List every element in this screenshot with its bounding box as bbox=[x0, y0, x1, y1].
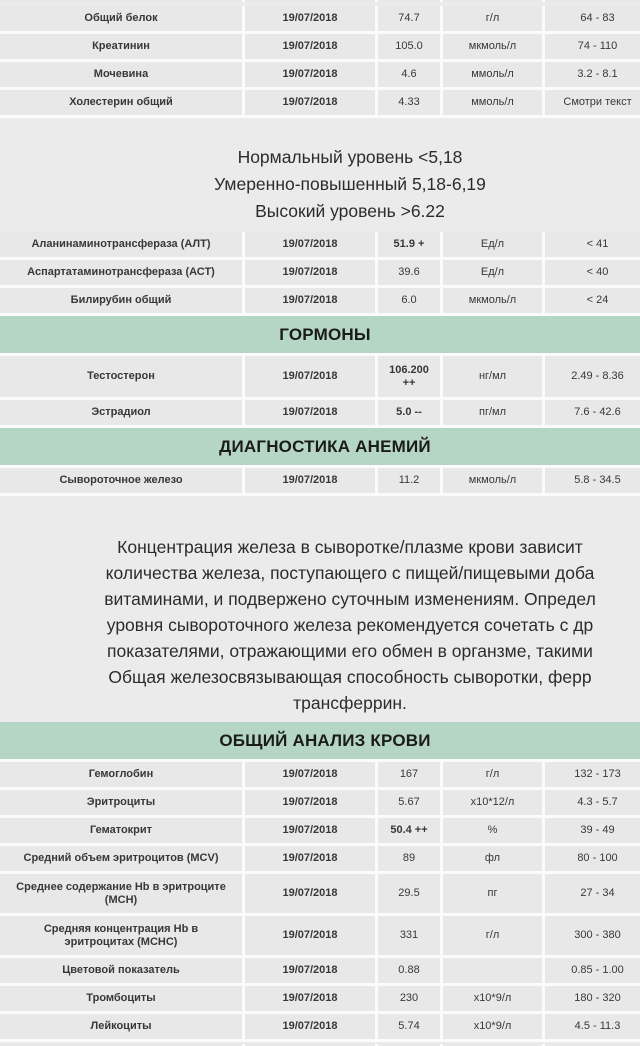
test-unit: г/л bbox=[443, 6, 545, 34]
test-date: 19/07/2018 bbox=[245, 916, 378, 958]
test-range: 39 - 49 bbox=[545, 818, 640, 846]
test-name: Мочевина bbox=[0, 62, 245, 90]
table-row bbox=[0, 90, 640, 118]
test-date: 19/07/2018 bbox=[245, 288, 378, 316]
test-unit: х10*9/л bbox=[443, 986, 545, 1014]
test-unit: нг/мл bbox=[443, 356, 545, 400]
test-value: 5.74 bbox=[378, 1014, 443, 1042]
test-range: 132 - 173 bbox=[545, 762, 640, 790]
test-name: Лейкоциты bbox=[0, 1014, 245, 1042]
test-name: Средний объем эритроцитов (MCV) bbox=[0, 846, 245, 874]
test-date: 19/07/2018 bbox=[245, 958, 378, 986]
test-value: 51.9 + bbox=[378, 232, 443, 260]
section-title: ДИАГНОСТИКА АНЕМИЙ bbox=[219, 436, 431, 456]
test-unit: мкмоль/л bbox=[443, 34, 545, 62]
test-date: 19/07/2018 bbox=[245, 986, 378, 1014]
test-range: Смотри текст bbox=[545, 90, 640, 118]
test-name: Гематокрит bbox=[0, 818, 245, 846]
test-date: 19/07/2018 bbox=[245, 762, 378, 790]
table-row bbox=[0, 958, 640, 986]
test-range: < 40 bbox=[545, 260, 640, 288]
test-unit: фл bbox=[443, 846, 545, 874]
test-value: 4.6 bbox=[378, 62, 443, 90]
table-row bbox=[0, 260, 640, 288]
iron-note bbox=[0, 534, 640, 716]
table-row bbox=[0, 468, 640, 496]
test-unit: пг/мл bbox=[443, 400, 545, 428]
table-row bbox=[0, 762, 640, 790]
test-value: 29.5 bbox=[378, 874, 443, 916]
test-name: Гемоглобин bbox=[0, 762, 245, 790]
test-range: 180 - 320 bbox=[545, 986, 640, 1014]
test-unit: ммоль/л bbox=[443, 62, 545, 90]
iron-note-line: Концентрация железа в сыворотке/плазме крови зависит bbox=[117, 537, 583, 557]
test-value: 4.33 bbox=[378, 90, 443, 118]
biochemistry-table bbox=[0, 6, 640, 118]
test-name: Билирубин общий bbox=[0, 288, 245, 316]
test-unit: мкмоль/л bbox=[443, 468, 545, 496]
test-name: Холестерин общий bbox=[0, 90, 245, 118]
section-header-hormones bbox=[0, 316, 640, 356]
test-unit: мкмоль/л bbox=[443, 288, 545, 316]
anemia-table bbox=[0, 468, 640, 496]
test-unit: г/л bbox=[443, 916, 545, 958]
test-name: Средняя концентрация Hb в эритроцитах (MCHC) bbox=[0, 916, 245, 958]
test-unit: Ед/л bbox=[443, 232, 545, 260]
test-date: 19/07/2018 bbox=[245, 6, 378, 34]
cholesterol-note bbox=[0, 144, 640, 225]
table-row bbox=[0, 916, 640, 958]
test-value: 89 bbox=[378, 846, 443, 874]
cholesterol-note-line: Умеренно-повышенный 5,18-6,19 bbox=[214, 174, 486, 194]
test-date: 19/07/2018 bbox=[245, 260, 378, 288]
section-title: ГОРМОНЫ bbox=[279, 324, 371, 344]
test-value: 5.67 bbox=[378, 790, 443, 818]
test-unit: % bbox=[443, 818, 545, 846]
test-name: Тестостерон bbox=[0, 356, 245, 400]
liver-table bbox=[0, 232, 640, 316]
test-unit: х10*9/л bbox=[443, 1014, 545, 1042]
test-date: 19/07/2018 bbox=[245, 62, 378, 90]
cholesterol-note-line: Нормальный уровень <5,18 bbox=[237, 147, 463, 167]
table-row bbox=[0, 356, 640, 400]
test-range: < 41 bbox=[545, 232, 640, 260]
test-date: 19/07/2018 bbox=[245, 874, 378, 916]
test-value: 39.6 bbox=[378, 260, 443, 288]
test-value: 11.2 bbox=[378, 468, 443, 496]
partial-row-top bbox=[0, 0, 640, 2]
test-range: 27 - 34 bbox=[545, 874, 640, 916]
test-range: 4.5 - 11.3 bbox=[545, 1014, 640, 1042]
table-row bbox=[0, 34, 640, 62]
section-header-cbc bbox=[0, 722, 640, 762]
test-unit: пг bbox=[443, 874, 545, 916]
table-row bbox=[0, 62, 640, 90]
test-value: 0.88 bbox=[378, 958, 443, 986]
test-range: 5.8 - 34.5 bbox=[545, 468, 640, 496]
test-range: 3.2 - 8.1 bbox=[545, 62, 640, 90]
test-date: 19/07/2018 bbox=[245, 34, 378, 62]
section-title: ОБЩИЙ АНАЛИЗ КРОВИ bbox=[219, 730, 431, 750]
test-name: Тромбоциты bbox=[0, 986, 245, 1014]
cbc-table bbox=[0, 762, 640, 1042]
test-range: 0.85 - 1.00 bbox=[545, 958, 640, 986]
test-name: Эстрадиол bbox=[0, 400, 245, 428]
test-value: 230 bbox=[378, 986, 443, 1014]
test-range: 300 - 380 bbox=[545, 916, 640, 958]
iron-note-line: уровня сывороточного железа рекомендуется сочетать с др bbox=[106, 615, 594, 635]
test-name: Цветовой показатель bbox=[0, 958, 245, 986]
table-row bbox=[0, 6, 640, 34]
table-row bbox=[0, 874, 640, 916]
test-date: 19/07/2018 bbox=[245, 846, 378, 874]
test-value: 5.0 -- bbox=[378, 400, 443, 428]
table-row bbox=[0, 986, 640, 1014]
table-row bbox=[0, 790, 640, 818]
test-value: 6.0 bbox=[378, 288, 443, 316]
test-name: Сывороточное железо bbox=[0, 468, 245, 496]
hormones-table bbox=[0, 356, 640, 428]
table-row bbox=[0, 1014, 640, 1042]
test-name: Аланинаминотрансфераза (АЛТ) bbox=[0, 232, 245, 260]
test-range: 64 - 83 bbox=[545, 6, 640, 34]
cholesterol-note-line: Высокий уровень >6.22 bbox=[255, 201, 445, 221]
test-date: 19/07/2018 bbox=[245, 232, 378, 260]
table-row bbox=[0, 818, 640, 846]
test-range: 80 - 100 bbox=[545, 846, 640, 874]
test-value: 50.4 ++ bbox=[378, 818, 443, 846]
iron-note-line: количества железа, поступающего с пищей/пищевыми доба bbox=[105, 563, 595, 583]
test-range: 7.6 - 42.6 bbox=[545, 400, 640, 428]
test-date: 19/07/2018 bbox=[245, 356, 378, 400]
table-row bbox=[0, 232, 640, 260]
test-name: Аспартатаминотрансфераза (АСТ) bbox=[0, 260, 245, 288]
test-date: 19/07/2018 bbox=[245, 1014, 378, 1042]
test-unit bbox=[443, 958, 545, 986]
test-range: 74 - 110 bbox=[545, 34, 640, 62]
test-unit: ммоль/л bbox=[443, 90, 545, 118]
test-name: Эритроциты bbox=[0, 790, 245, 818]
test-date: 19/07/2018 bbox=[245, 468, 378, 496]
test-range: < 24 bbox=[545, 288, 640, 316]
iron-note-line: витаминами, и подвержено суточным изменениям. Определ bbox=[104, 589, 596, 609]
test-range: 4.3 - 5.7 bbox=[545, 790, 640, 818]
test-date: 19/07/2018 bbox=[245, 790, 378, 818]
table-row bbox=[0, 846, 640, 874]
test-name: Креатинин bbox=[0, 34, 245, 62]
iron-note-line: показателями, отражающими его обмен в органзме, такими bbox=[107, 641, 593, 661]
test-unit: г/л bbox=[443, 762, 545, 790]
test-date: 19/07/2018 bbox=[245, 818, 378, 846]
test-value: 167 bbox=[378, 762, 443, 790]
test-range: 2.49 - 8.36 bbox=[545, 356, 640, 400]
iron-note-line: Общая железосвязывающая способность сыворотки, ферр bbox=[108, 667, 592, 687]
test-value: 106.200 ++ bbox=[378, 356, 443, 400]
test-date: 19/07/2018 bbox=[245, 90, 378, 118]
test-value: 331 bbox=[378, 916, 443, 958]
test-name: Среднее содержание Hb в эритроците (MCH) bbox=[0, 874, 245, 916]
iron-note-line: трансферрин. bbox=[293, 693, 407, 713]
test-value: 74.7 bbox=[378, 6, 443, 34]
section-header-anemia bbox=[0, 428, 640, 468]
test-value: 105.0 bbox=[378, 34, 443, 62]
table-row bbox=[0, 288, 640, 316]
table-row bbox=[0, 400, 640, 428]
test-unit: х10*12/л bbox=[443, 790, 545, 818]
test-date: 19/07/2018 bbox=[245, 400, 378, 428]
test-name: Общий белок bbox=[0, 6, 245, 34]
test-unit: Ед/л bbox=[443, 260, 545, 288]
